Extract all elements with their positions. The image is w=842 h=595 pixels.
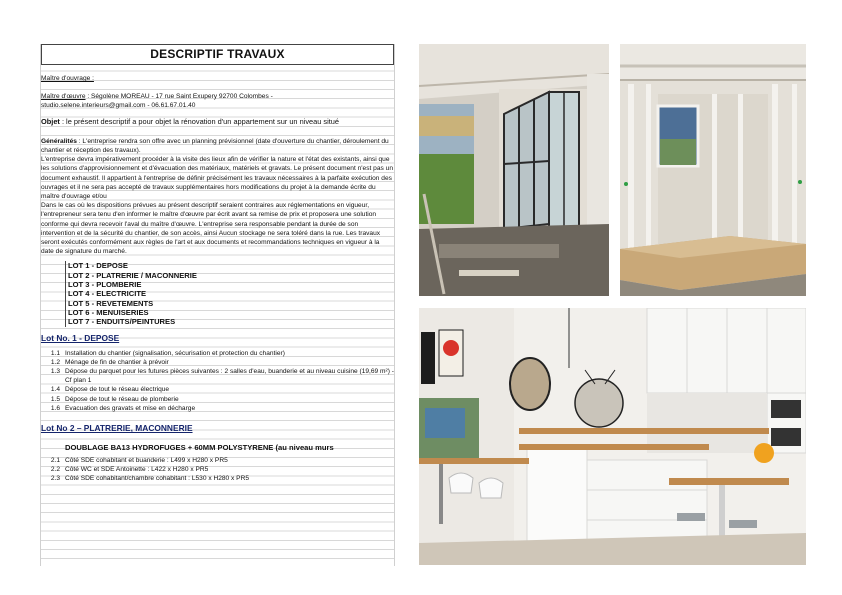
item-number: 2.3 [50, 475, 60, 483]
renovation-site-photo-2 [620, 44, 806, 296]
lot1-items [41, 349, 394, 413]
lot1-item [41, 404, 394, 413]
photo-3-illustration [419, 308, 806, 565]
lot-list [41, 261, 394, 326]
generalites-paragraph: Dans le cas où les dispositions prévues au présent descriptif seraient contraires aux réglementations en vigueur, l'entrepreneur sera tenu d'en informer le maître d'œuvre par écrit avant sa remise de prix et proposera une solution conforme qui devra recevoir l'aval du maître d'œuvre. L'entreprise sera responsable pendant la durée de son intervention et de la sécurité du chantier, de son accès, ainsi Aucun stockage ne sera toléré dans la rue. Les travaux seront exécutés conformément aux règles de l'art et aux documents et recommandations techniques en vigueur à la date de signature du marché. [41, 202, 381, 256]
item-text: Dépose du parquet pour les futures pièces suivantes : 2 salles d'eau, buanderie et au niveau cuisine (19,69 m²) - Cf plan 1 [65, 367, 394, 385]
item-text: Ménage de fin de chantier à prévoir [65, 358, 169, 366]
maitre-oeuvre-label: Maître d'œuvre [41, 93, 86, 101]
lot1-heading: Lot No. 1 - DEPOSE [41, 332, 120, 343]
objet-label: Objet [41, 116, 60, 126]
lot2-subheading: DOUBLAGE BA13 HYDROFUGES + 60MM POLYSTYRENE (au niveau murs [65, 442, 334, 452]
lot1-item [41, 385, 394, 394]
item-text: Dépose de tout le réseau de plomberie [65, 395, 179, 403]
lot2-item [41, 474, 394, 483]
generalites-label: Généralités [41, 137, 77, 145]
item-number: 1.5 [50, 395, 60, 403]
item-text: Côté SDE cohabitant et buanderie : L499 x H280 x PR5 [65, 456, 228, 464]
lot1-item [41, 367, 394, 385]
lot-item: LOT 7 - ENDUITS/PEINTURES [65, 317, 394, 326]
lot-item: LOT 4 - ELECTRICITE [65, 289, 394, 298]
lot1-item [41, 358, 394, 367]
objet-text: : le présent descriptif a pour objet la rénovation d'un appartement sur un niveau situé [59, 116, 340, 126]
item-number: 1.4 [50, 386, 60, 394]
item-number: 2.1 [50, 456, 60, 464]
lot-item: LOT 2 - PLATRERIE / MACONNERIE [65, 271, 394, 280]
generalites-paragraph: L'entreprise devra impérativement procéder à la visite des lieux afin de vérifier la nature et l'état des existants, ainsi que les solutions d'approvisionnement et d'évacuation des matériaux, matériels et gravats. Le présent document n'est pas un document exhaustif. Il appartient à l'entreprise de définir précisément les travaux nécessaires à la parfaite exécution des ouvrages et il ne sera pas accepté de travaux supplémentaires hors modifications du projet à la demande écrite du maître d'ouvrage et/ou [41, 156, 393, 201]
item-number: 1.3 [50, 367, 60, 375]
photo-1-illustration [419, 44, 609, 296]
renovation-site-photo-1 [419, 44, 609, 296]
descriptif-document [40, 44, 395, 566]
lot2-item [41, 465, 394, 474]
item-number: 2.2 [50, 466, 60, 474]
item-number: 1.1 [50, 349, 60, 357]
lot-item: LOT 1 - DEPOSE [65, 261, 394, 270]
item-text: Evacuation des gravats et mise en décharge [65, 404, 196, 412]
item-number: 1.2 [50, 358, 60, 366]
item-text: Côté SDE cohabitant/chambre cohabitant : L530 x H280 x PR5 [65, 475, 250, 483]
generalites-intro: : L'entreprise rendra son offre avec un planning prévisionnel (date d'ouverture du chantier, déroulement du chantier et réception des travaux). [41, 137, 389, 155]
lot-item: LOT 5 - REVETEMENTS [65, 299, 394, 308]
item-text: Côté WC et SDE Antoinette : L422 x H280 x PR5 [65, 466, 209, 474]
finished-kitchen-photo [419, 308, 806, 565]
document-title: DESCRIPTIF TRAVAUX [41, 44, 394, 65]
maitre-oeuvre-line [41, 92, 394, 101]
objet-line [41, 117, 394, 126]
photo-2-illustration [620, 44, 806, 296]
item-number: 1.6 [50, 404, 60, 412]
item-text: Installation du chantier (signalisation, sécurisation et protection du chantier) [65, 349, 285, 357]
lot1-item [41, 395, 394, 404]
maitre-ouvrage-label: Maître d'ouvrage : [41, 75, 94, 82]
generalites-intro-paragraph [41, 137, 394, 155]
contact-line: studio.selene.interieurs@gmail.com - 06.61.67.01.40 [41, 102, 196, 110]
maitre-oeuvre-value: : Ségolène MOREAU - 17 rue Saint Exupery 92700 Colombes - [85, 93, 273, 101]
lot2-items [41, 456, 394, 484]
lot-item: LOT 6 - MENUISERIES [65, 308, 394, 317]
lot2-heading: Lot No 2 – PLATRERIE, MACONNERIE [41, 422, 193, 433]
lot1-item [41, 349, 394, 358]
lot2-item [41, 456, 394, 465]
generalites-block [41, 137, 394, 257]
item-text: Dépose de tout le réseau électrique [65, 386, 170, 394]
lot-item: LOT 3 - PLOMBERIE [65, 280, 394, 289]
